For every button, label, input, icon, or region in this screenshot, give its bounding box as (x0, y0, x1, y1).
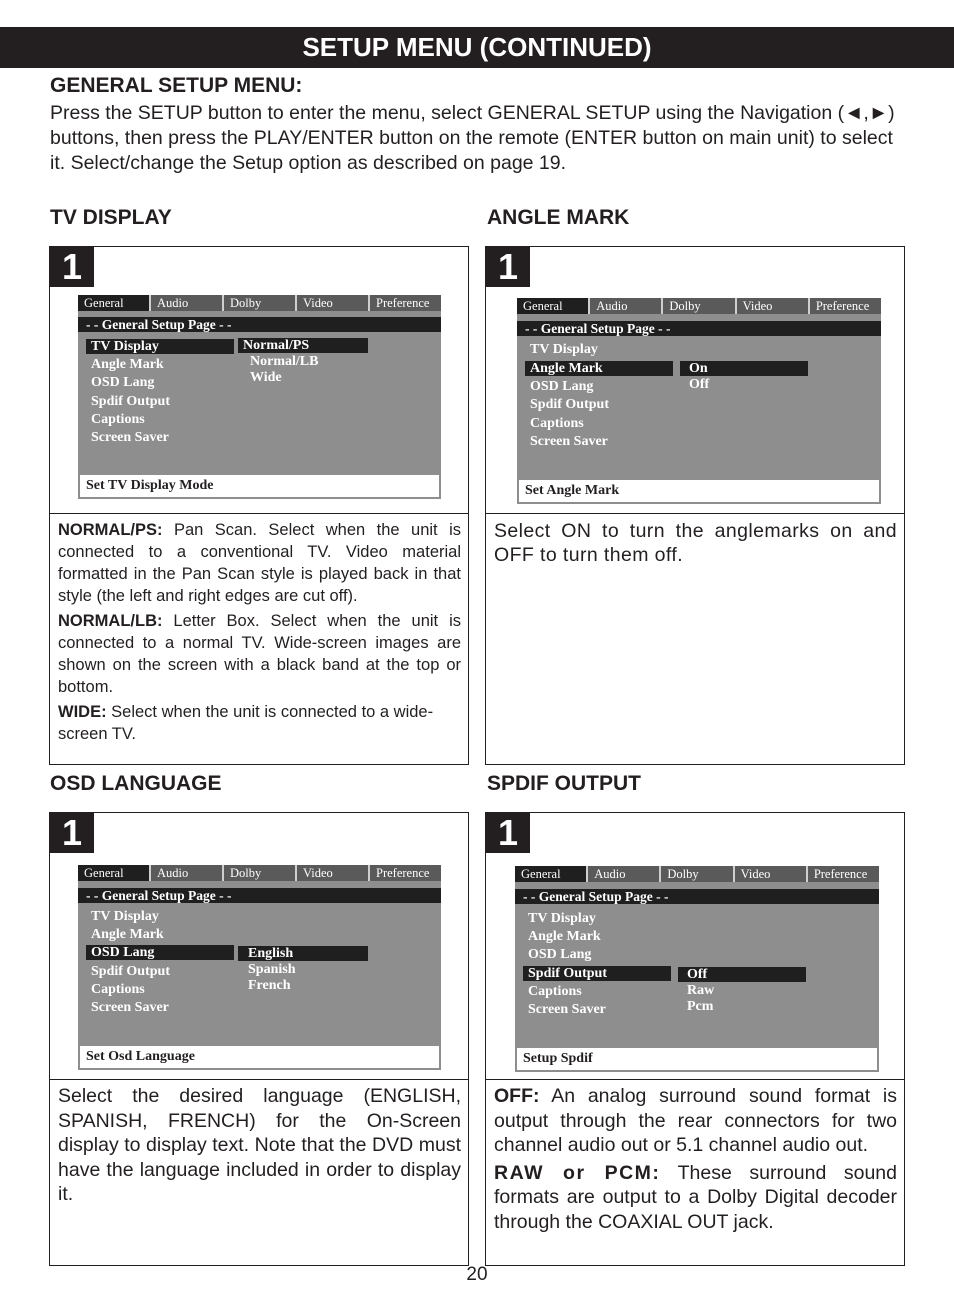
osd-menu-item-screen-saver: Screen Saver (91, 430, 169, 445)
osd-tab-audio: Audio (588, 866, 661, 882)
osd-language-panel (49, 812, 469, 1266)
osd-option-english: English (238, 946, 368, 961)
angle-mark-heading: ANGLE MARK (487, 206, 630, 229)
osd-option-spanish: Spanish (248, 962, 296, 977)
osd-page-label: - - General Setup Page - - (515, 889, 879, 904)
step-number: 1 (50, 247, 94, 287)
osd-menu-item-captions: Captions (91, 982, 145, 997)
desc-text: These surround sound formats are output to a Dolby Digital decoder through the COAXIAL OUT jack. (494, 1161, 897, 1233)
osd-tab-general: General (78, 865, 151, 881)
osd-tab-dolby: Dolby (663, 298, 736, 314)
osd-tab-audio: Audio (151, 295, 224, 311)
osd-tab-dolby: Dolby (224, 865, 297, 881)
angle-mark-panel (485, 246, 905, 765)
step-number: 1 (486, 813, 530, 853)
osd-tab-dolby: Dolby (661, 866, 734, 882)
osd-menu-item-tv-display: TV Display (528, 911, 596, 926)
osd-language-osd-screen (78, 865, 441, 1070)
step-number: 1 (486, 247, 530, 287)
osd-menu-item-angle-mark: Angle Mark (91, 357, 164, 372)
osd-page-label: - - General Setup Page - - (78, 317, 441, 332)
osd-menu-item-screen-saver: Screen Saver (528, 1002, 606, 1017)
osd-menu-item-osd-lang: OSD Lang (91, 375, 155, 390)
osd-tab-dolby: Dolby (224, 295, 297, 311)
osd-page-label: - - General Setup Page - - (517, 321, 881, 336)
osd-menu-item-tv-display: TV Display (86, 339, 234, 354)
spdif-output-panel (485, 812, 905, 1266)
osd-option-normal-ps: Normal/PS (238, 338, 368, 353)
desc-label: OFF: (494, 1085, 540, 1107)
angle-mark-description: Select ON to turn the anglemarks on and OFF to turn them off. (494, 520, 897, 566)
osd-tab-general: General (515, 866, 588, 882)
osd-language-description: Select the desired language (ENGLISH, SPANISH, FRENCH) for the On-Screen display to display text. Note that the DVD must have the language included in order to display it. (58, 1085, 461, 1205)
osd-menu-item-captions: Captions (528, 984, 582, 999)
osd-language-heading: OSD LANGUAGE (50, 772, 222, 795)
tv-display-heading: TV DISPLAY (50, 206, 172, 229)
osd-option-off: Off (689, 377, 710, 392)
osd-tab-video: Video (735, 866, 808, 882)
osd-status-bar: Set Angle Mark (519, 480, 879, 502)
osd-status-bar: Set TV Display Mode (80, 475, 439, 497)
osd-tab-video: Video (737, 298, 810, 314)
osd-menu-item-spdif-output: Spdif Output (523, 966, 671, 981)
page-banner: SETUP MENU (CONTINUED) (0, 27, 954, 68)
osd-option-french: French (248, 978, 291, 993)
osd-menu-item-spdif-output: Spdif Output (530, 397, 609, 412)
osd-option-wide: Wide (250, 370, 282, 385)
osd-tab-preference: Preference (370, 295, 441, 311)
osd-tab-preference: Preference (810, 298, 881, 314)
desc-label: NORMAL/LB: (58, 612, 163, 630)
osd-tab-preference: Preference (808, 866, 879, 882)
page-number: 20 (466, 1264, 488, 1285)
spdif-output-description (494, 1084, 897, 1237)
osd-tab-video: Video (297, 865, 370, 881)
osd-menu-item-osd-lang: OSD Lang (530, 379, 594, 394)
osd-status-bar: Set Osd Language (80, 1046, 439, 1068)
general-setup-intro: Press the SETUP button to enter the menu, select GENERAL SETUP using the Navigation (◄,►) buttons, then press the PLAY/ENTER button on the remote (ENTER button on main unit) to select it. Select/change the Setup option as described on page 19. (50, 102, 895, 174)
osd-tab-preference: Preference (370, 865, 441, 881)
osd-page-label: - - General Setup Page - - (78, 888, 441, 903)
desc-label: NORMAL/PS: (58, 521, 163, 539)
osd-menu-item-osd-lang: OSD Lang (528, 947, 592, 962)
osd-menu-item-angle-mark: Angle Mark (91, 927, 164, 942)
osd-status-bar: Setup Spdif (517, 1048, 877, 1070)
desc-text: Select when the unit is connected to a wide-screen TV. (58, 703, 434, 743)
osd-menu-item-spdif-output: Spdif Output (91, 394, 170, 409)
general-setup-heading: GENERAL SETUP MENU: (50, 74, 303, 97)
spdif-output-osd-screen (515, 866, 879, 1072)
tv-display-description (58, 519, 461, 748)
tv-display-osd-screen (78, 295, 441, 499)
osd-tab-general: General (517, 298, 590, 314)
desc-text: An analog surround sound format is output through the rear connectors for two channel audio out or 5.1 channel audio out. (494, 1085, 897, 1156)
osd-menu-item-osd-lang: OSD Lang (86, 945, 234, 960)
osd-tab-audio: Audio (151, 865, 224, 881)
osd-menu-item-screen-saver: Screen Saver (91, 1000, 169, 1015)
osd-tab-audio: Audio (590, 298, 663, 314)
desc-text: Pan Scan. Select when the unit is connected to a conventional TV. Video material formatted in the Pan Scan style is played back in that style (the left and right edges are cut off). (58, 521, 461, 605)
tv-display-panel (49, 246, 469, 765)
osd-menu-item-angle-mark: Angle Mark (528, 929, 601, 944)
osd-menu-item-angle-mark: Angle Mark (525, 361, 673, 376)
osd-menu-item-tv-display: TV Display (91, 909, 159, 924)
osd-option-off: Off (678, 967, 806, 982)
osd-menu-item-captions: Captions (530, 416, 584, 431)
osd-option-normal-lb: Normal/LB (250, 354, 319, 369)
osd-menu-item-captions: Captions (91, 412, 145, 427)
osd-menu-item-screen-saver: Screen Saver (530, 434, 608, 449)
osd-menu-item-spdif-output: Spdif Output (91, 964, 170, 979)
osd-option-pcm: Pcm (687, 999, 714, 1014)
osd-option-on: On (680, 361, 808, 376)
desc-label: RAW or PCM: (494, 1161, 661, 1184)
desc-label: WIDE: (58, 703, 107, 721)
angle-mark-osd-screen (517, 298, 881, 504)
spdif-output-heading: SPDIF OUTPUT (487, 772, 642, 795)
desc-text: Letter Box. Select when the unit is connected to a normal TV. Wide-screen images are shown on the screen with a black band at the top or bottom. (58, 612, 461, 696)
osd-tab-video: Video (297, 295, 370, 311)
osd-option-raw: Raw (687, 983, 715, 998)
osd-tab-general: General (78, 295, 151, 311)
step-number: 1 (50, 813, 94, 853)
osd-menu-item-tv-display: TV Display (530, 342, 598, 357)
